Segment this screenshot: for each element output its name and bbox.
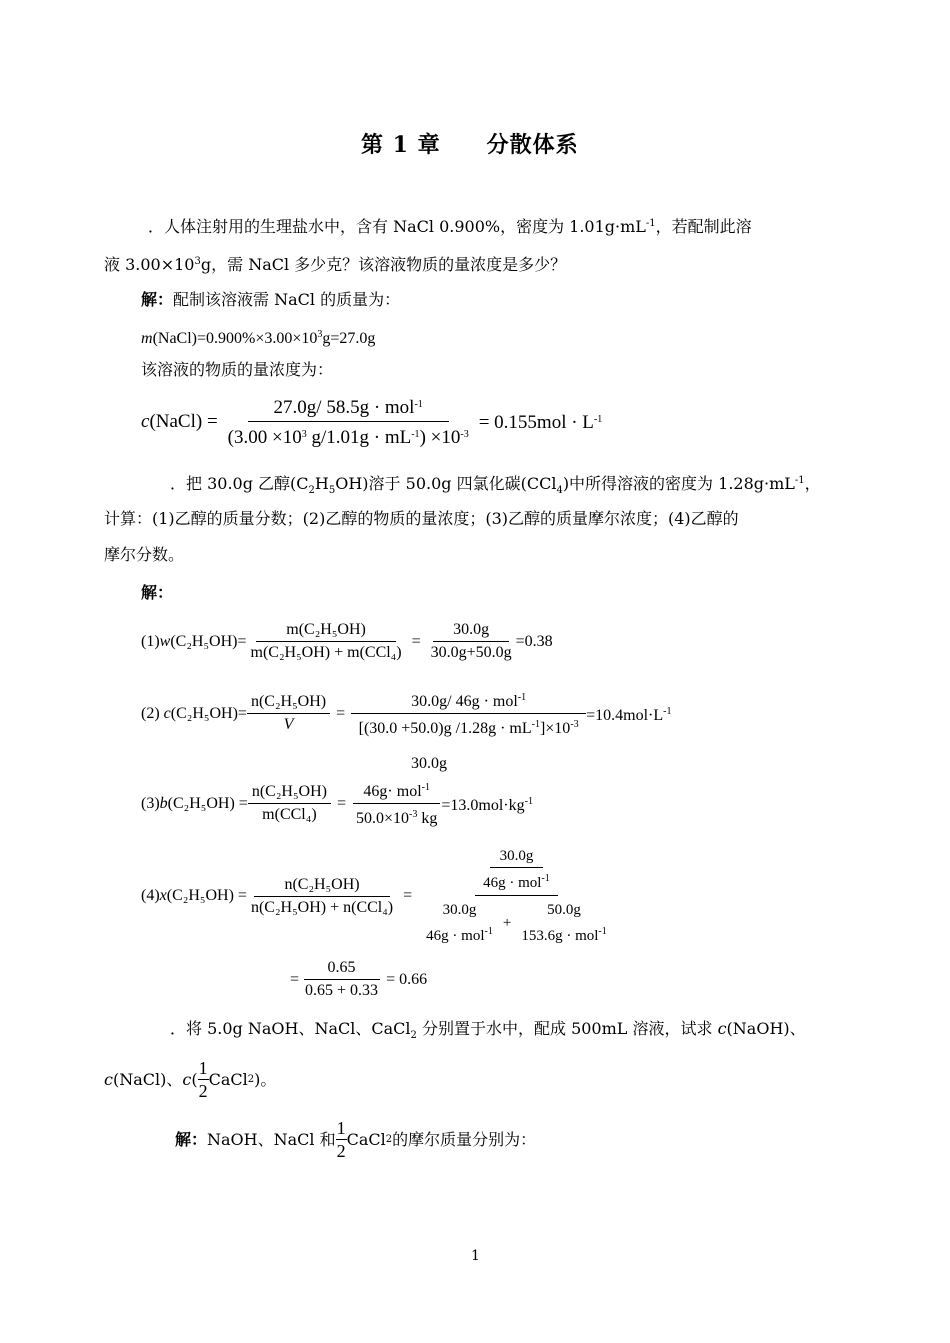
problem-3-line-2: c (NaCl)、 c ( $\frac{1}{2}$ CaCl 2 )。 xyxy=(104,1058,277,1101)
mole-fraction-result-fraction: $\frac{0.65}{0.65 + 0.33}$ xyxy=(305,959,379,999)
equation-mole-fraction-result: = $\frac{0.65}{0.65 + 0.33}$ = 0.66 xyxy=(290,959,428,999)
equation-mole-fraction: (4)x(C₂H₅OH) = $\frac{\text{n(C₂H₅OH)}}{\text{n(C₂H₅OH) + n(CCl₄)}}$ = $\frac{30.0g}{46g \cdot mol^{-1}}$ 30.0g 46g · mol$^{-1}$ + 50.0g 153.6g · mol$^{-1}$ xyxy=(141,846,615,946)
molality-top-numerator: 30.0g xyxy=(411,755,447,772)
concentration-fraction: $\frac{27.0g/ 58.5g \cdot mol^{-1}}{(3.00 \times 10^3 g/1.01g \cdot mL^{-1}) \times 10^{-3}}$ xyxy=(227,397,469,448)
molality-fraction-1: $\frac{\text{n(C₂H₅OH)}}{\text{m(CCl₄)}}$ xyxy=(248,782,331,825)
half-fraction: $\frac{1}{2}$ xyxy=(198,1058,208,1101)
problem-2-line-1: ．把 30.0g 乙醇$(C_2H_5OH)$溶于 50.0g 四氯化碳(CCl$_4$)中所得溶液的密度为 $1.28g\cdot mL^{-1}$， xyxy=(170,474,821,496)
problem-1-line-2: 液 $3.00\times 10^3g$，需 NaCl 多少克？该溶液物质的量浓度是多少？ xyxy=(104,255,567,274)
mole-fraction-bottom-fraction-1: 30.0g 46g · mol$^{-1}$ xyxy=(426,902,493,944)
page-number: 1 xyxy=(471,1248,480,1264)
mass-fraction-fraction-2: $\frac{30.0g}{30.0g+50.0g}$ xyxy=(430,621,512,661)
molality-fraction-2: $\frac{46g\cdot mol^{-1}}{50.0\times 10^{-3} kg}$ xyxy=(352,778,441,829)
concentration-equation: c(NaCl) = $\frac{27.0g/ 58.5g \cdot mol^{-1}}{(3.00 \times 10^3 g/1.01g \cdot mL^{-1}) \times 10^{-3}}$ = $0.155mol \cdot L^{-1}$ xyxy=(141,397,603,448)
half-fraction-2: $\frac{1}{2}$ xyxy=(336,1118,346,1161)
equation-molar-concentration: (2) c(C₂H₅OH)= $\frac{\text{n(C₂H₅OH)}}{V}$ = $\frac{30.0g/ 46g \cdot mol^{-1}}{[(30.0 +50.0)g /1.28g \cdot mL^{-1}]\times 10^{-3}}$ $=10.4mol\cdot L^{-1}$ xyxy=(141,688,672,739)
solution-1-mass-equation: $m(NaCl)=0.900\%\times 3.00\times 10^3g=27.0g$ xyxy=(141,329,376,347)
mole-fraction-bottom-fraction-2: 50.0g 153.6g · mol$^{-1}$ xyxy=(521,902,607,944)
mole-fraction-top-fraction: $\frac{30.0g}{46g \cdot mol^{-1}}$ xyxy=(483,848,550,891)
problem-2-line-3: 摩尔分数。 xyxy=(104,545,185,564)
solution-3-line-1: 解： NaOH、NaCl 和 $\frac{1}{2}$ CaCl 2 的摩尔质量分别为： xyxy=(175,1118,537,1161)
solution-1-line-1: 解：配制该溶液需 NaCl 的质量为： xyxy=(141,290,401,309)
mole-fraction-fraction-1: $\frac{\text{n(C₂H₅OH)}}{\text{n(C₂H₅OH) + n(CCl₄)}}$ xyxy=(250,875,394,916)
problem-1-line-1: ．人体注射用的生理盐水中，含有 NaCl 0.900%，密度为 $1.01g\cdot mL^{-1}$，若配制此溶 xyxy=(148,217,752,236)
problem-2-line-2: 计算：(1)乙醇的质量分数；(2)乙醇的物质的量浓度；(3)乙醇的质量摩尔浓度；(4)乙醇的 xyxy=(104,509,739,528)
chapter-title: 第 1 章 分散体系 xyxy=(361,132,579,158)
molar-concentration-fraction-2: $\frac{30.0g/ 46g \cdot mol^{-1}}{[(30.0 +50.0)g /1.28g \cdot mL^{-1}]\times 10^{-3}}$ xyxy=(351,688,586,739)
molar-concentration-fraction-1: $\frac{\text{n(C₂H₅OH)}}{V}$ xyxy=(247,692,330,735)
problem-3-line-1: ．将 5.0g NaOH、NaCl、CaCl$_2$ 分别置于水中，配成 500mL 溶液，试求 c(NaOH)、 xyxy=(170,1019,806,1041)
equation-mass-fraction: (1)w(C₂H₅OH)= $\frac{\text{m(C₂H₅OH)}}{\text{m(C₂H₅OH) + m(CCl₄)}}$ = $\frac{30.0g}{30.0g+50.0g}$ =0.38 xyxy=(141,621,553,661)
solution-2-heading: 解： xyxy=(141,583,174,602)
mole-fraction-fraction-2: $\frac{30.0g}{46g \cdot mol^{-1}}$ 30.0g 46g · mol$^{-1}$ + 50.0g 153.6g · mol$^{-1}$ xyxy=(418,846,615,946)
mass-fraction-fraction-1: $\frac{\text{m(C₂H₅OH)}}{\text{m(C₂H₅OH) + m(CCl₄)}}$ xyxy=(250,621,402,661)
equation-molality: (3)b(C₂H₅OH) = $\frac{\text{n(C₂H₅OH)}}{\text{m(CCl₄)}}$ = $\frac{46g\cdot mol^{-1}}{50.0\times 10^{-3} kg}$ $=13.0mol\cdot kg^{-1}$ xyxy=(141,778,533,829)
solution-1-line-3: 该溶液的物质的量浓度为： xyxy=(141,360,334,379)
